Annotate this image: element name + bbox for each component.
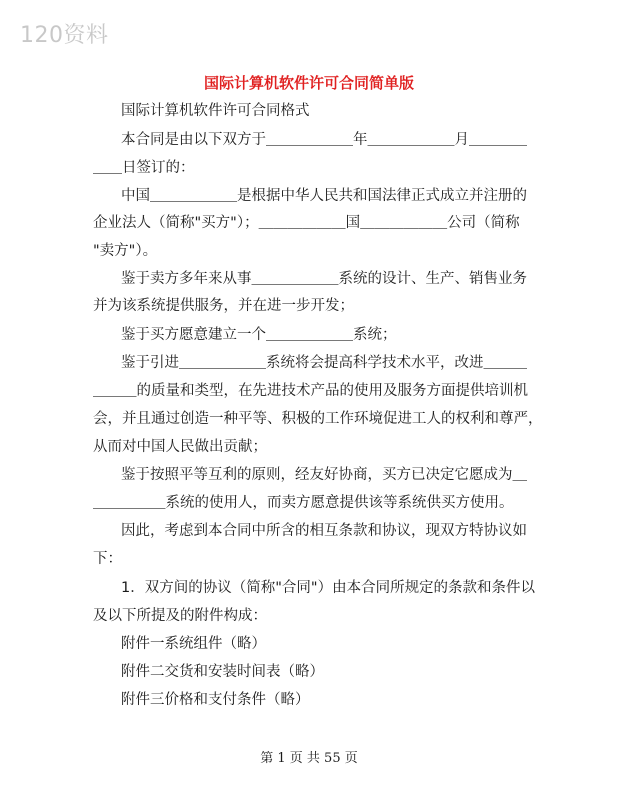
paragraph-line: 并为该系统提供服务，并在进一步开发； <box>93 298 354 314</box>
paragraph-line: 国际计算机软件许可合同格式 <box>121 103 310 119</box>
paragraph-line: 及以下所提及的附件构成： <box>93 608 267 624</box>
paragraph-line: 1．双方间的协议（简称"合同"）由本合同所规定的条款和条件以 <box>121 580 536 596</box>
paragraph-line: 鉴于卖方多年来从事＿＿＿＿＿＿系统的设计、生产、销售业务 <box>121 271 527 287</box>
paragraph-line: 鉴于买方愿意建立一个＿＿＿＿＿＿系统； <box>121 327 397 343</box>
paragraph-line: 因此，考虑到本合同中所含的相互条款和协议，现双方特协议如 <box>121 523 527 539</box>
watermark: 120资料 <box>20 23 109 48</box>
document-title: 国际计算机软件许可合同简单版 <box>203 74 414 92</box>
paragraph-line: 本合同是由以下双方于＿＿＿＿＿＿年＿＿＿＿＿＿月＿＿＿＿ <box>121 132 527 148</box>
paragraph-line: ＿＿日签订的： <box>93 160 195 176</box>
page-footer: 第 1 页 共 55 页 <box>260 751 358 766</box>
paragraph-line: 中国＿＿＿＿＿＿是根据中华人民共和国法律正式成立并注册的 <box>121 188 527 204</box>
paragraph-line: 附件一系统组件（略） <box>121 636 266 652</box>
paragraph-line: 附件二交货和安装时间表（略） <box>121 664 324 680</box>
paragraph-line: 附件三价格和支付条件（略） <box>121 692 310 708</box>
paragraph-line: 从而对中国人民做出贡献； <box>93 439 267 455</box>
paragraph-line: "卖方"）。 <box>93 243 158 259</box>
paragraph-line: 下： <box>93 551 122 567</box>
paragraph-line: 企业法人（简称"买方"）；＿＿＿＿＿＿国＿＿＿＿＿＿公司（简称 <box>93 215 520 231</box>
paragraph-line: 鉴于引进＿＿＿＿＿＿系统将会提高科学技术水平，改进＿＿＿ <box>121 355 527 371</box>
paragraph-line: 会，并且通过创造一种平等、积极的工作环境促进工人的权利和尊严， <box>93 411 543 427</box>
paragraph-line: ＿＿＿的质量和类型，在先进技术产品的使用及服务方面提供培训机 <box>93 383 528 399</box>
paragraph-line: 鉴于按照平等互利的原则，经友好协商，买方已决定它愿成为＿ <box>121 467 527 483</box>
paragraph-line: ＿＿＿＿＿系统的使用人，而卖方愿意提供该等系统供买方使用。 <box>93 495 514 511</box>
